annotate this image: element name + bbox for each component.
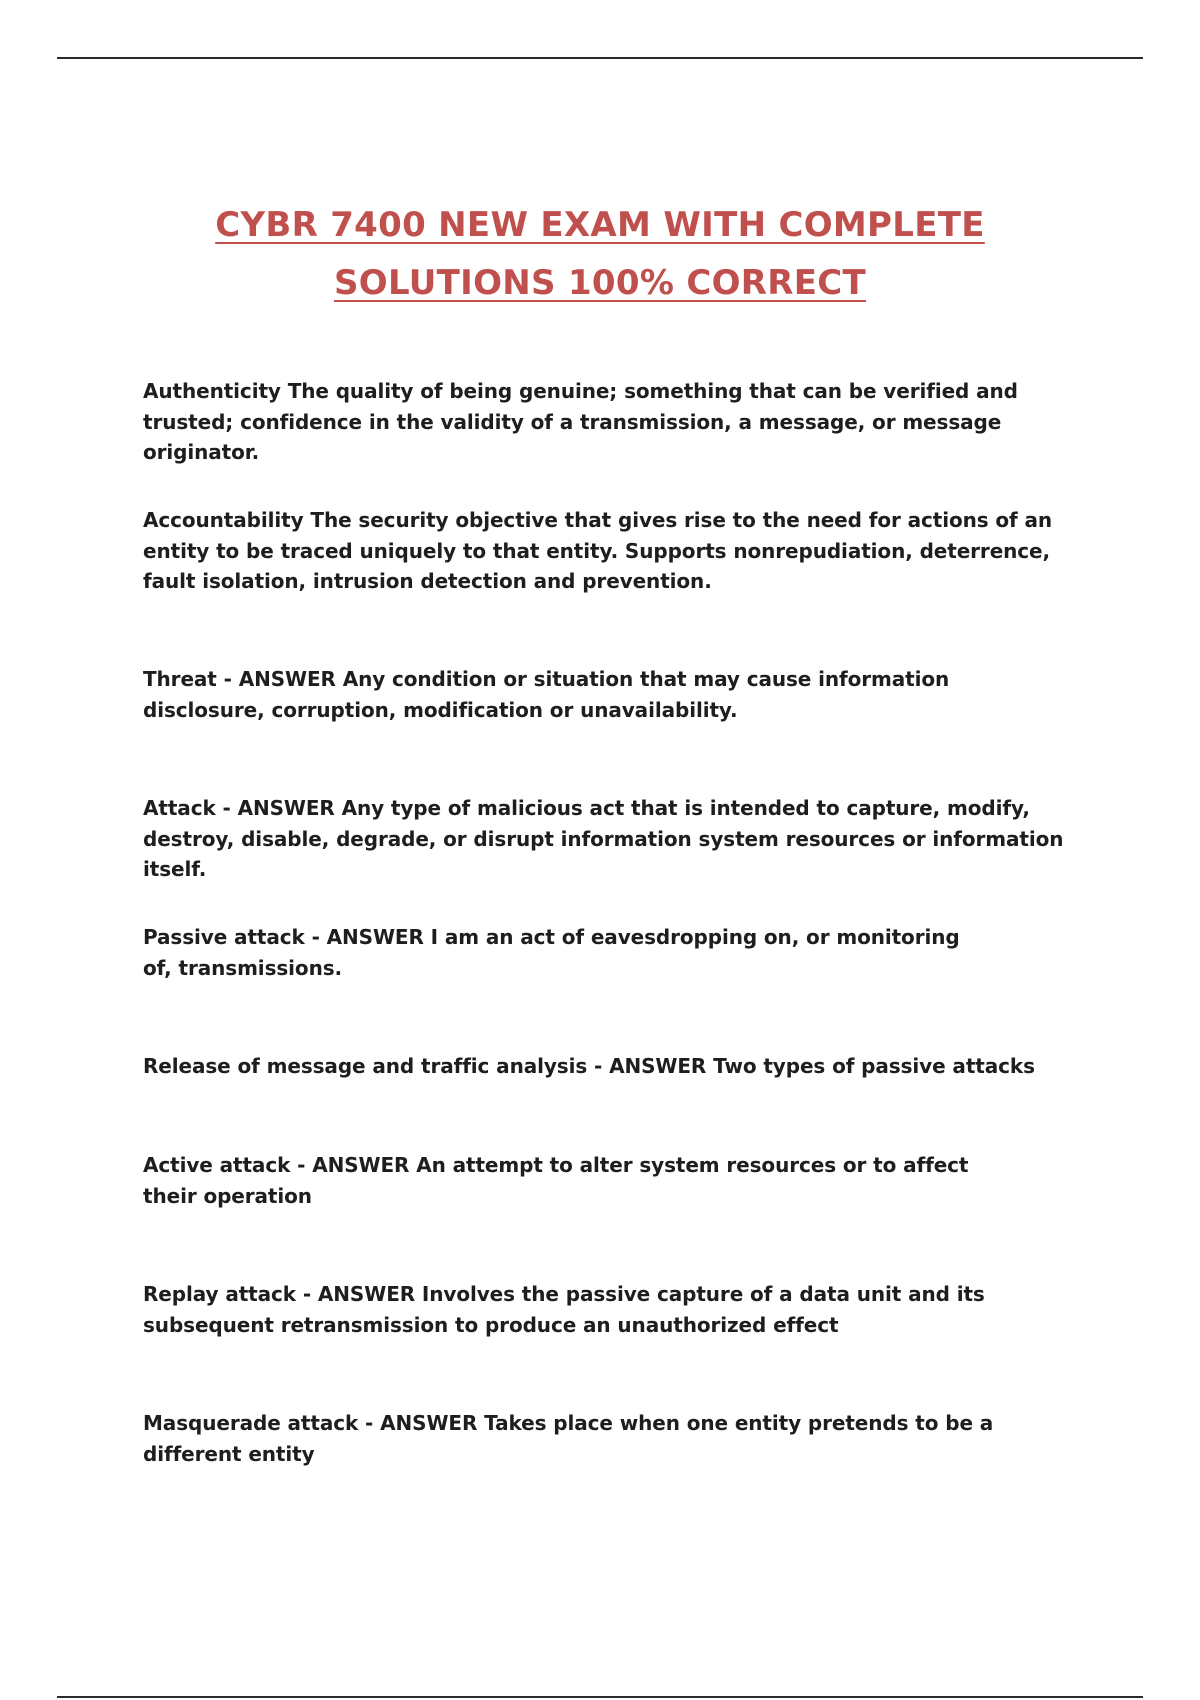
document-title	[0, 196, 1200, 312]
entry-masquerade-attack: Masquerade attack - ANSWER Takes place when one entity pretends to be a different entity	[143, 1411, 994, 1466]
entry-release-of-message: Release of message and traffic analysis - ANSWER Two types of passive attacks	[143, 1054, 1035, 1078]
entry-threat: Threat - ANSWER Any condition or situation that may cause information disclosure, corruption, modification or unavailability.	[143, 667, 950, 722]
entry-active-attack: Active attack - ANSWER An attempt to alter system resources or to affect their operation	[143, 1153, 969, 1208]
footer-rule	[57, 1696, 1143, 1698]
entry-attack: Attack - ANSWER Any type of malicious act that is intended to capture, modify, destroy, disable, degrade, or disrupt information system resources or information itself.	[143, 796, 1064, 881]
title-line-2: SOLUTIONS 100% CORRECT	[333, 263, 867, 303]
entry-replay-attack: Replay attack - ANSWER Involves the passive capture of a data unit and its subsequent retransmission to produce an unauthorized effect	[143, 1282, 985, 1337]
title-line-1: CYBR 7400 NEW EXAM WITH COMPLETE	[215, 205, 985, 245]
entry-authenticity: Authenticity The quality of being genuine; something that can be verified and trusted; confidence in the validity of a transmission, a message, or message originator.	[143, 379, 1018, 464]
entry-passive-attack: Passive attack - ANSWER I am an act of eavesdropping on, or monitoring of, transmissions.	[143, 925, 960, 980]
entry-accountability: Accountability The security objective that gives rise to the need for actions of an entity to be traced uniquely to that entity. Supports nonrepudiation, deterrence, fault isolation, intrusion detection and prevention.	[143, 508, 1053, 593]
header-rule	[57, 57, 1143, 59]
